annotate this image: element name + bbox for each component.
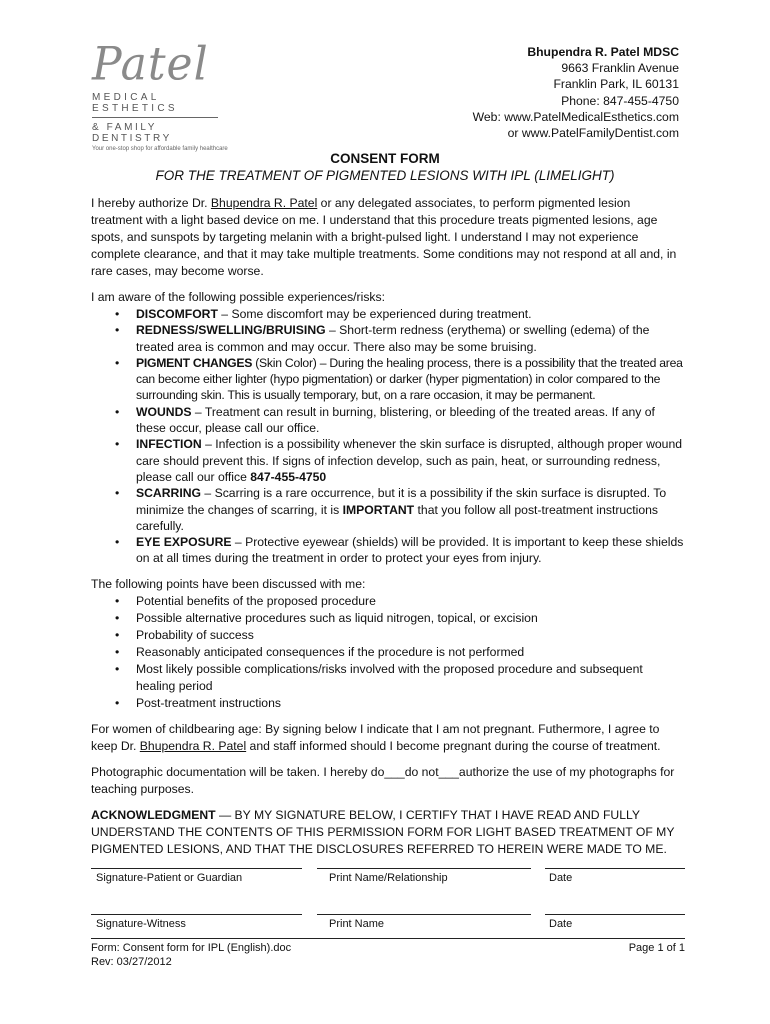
clinic-logo — [92, 37, 242, 152]
intro-paragraph: I hereby authorize Dr. Bhupendra R. Patel or any delegated associates, to perform pigmented lesion treatment with a light based device on me. I understand that this procedure treats pigmented lesions, age spots, and sunspots by targeting melanin with a bright-pulsed light. I understand I may not experience complete clearance, and that it may take multiple treatments. Some conditions may not respond at all and, in rare cases, may become worse. — [91, 196, 677, 278]
bullet: • — [115, 593, 120, 608]
list-item: • Probability of success — [115, 627, 254, 642]
logo-divider — [92, 117, 218, 118]
form-title: CONSENT FORM — [330, 151, 440, 166]
list-item: • WOUNDS – Treatment can result in burning, blistering, or bleeding of the treated areas. If any of these occur, please call our office. — [115, 404, 655, 436]
bullet: • — [115, 486, 120, 501]
print-name-line[interactable] — [317, 868, 531, 869]
bullet: • — [115, 355, 120, 370]
website-link-alt[interactable]: or www.PatelFamilyDentist.com — [507, 126, 679, 141]
signature-line-witness[interactable] — [91, 914, 302, 915]
bullet: • — [115, 610, 120, 625]
list-item: • PIGMENT CHANGES (Skin Color) – During the healing process, there is a possibility that the treated area can become either lighter (hypo pigmentation) or darker (hyper pigmentation) in color compared to the surrounding skin. This is usually temporary, but, on a rare occasion, it may be permanent. — [115, 355, 683, 403]
signature-witness-label: Signature-Witness — [96, 918, 186, 930]
list-item: • Reasonably anticipated consequences if the procedure is not performed — [115, 644, 525, 659]
list-item: • REDNESS/SWELLING/BRUISING – Short-term redness (erythema) or swelling (edema) of the treated area is common and may occur. There also may be some bruising. — [115, 323, 650, 354]
acknowledgment-paragraph: ACKNOWLEDGMENT — BY MY SIGNATURE BELOW, I CERTIFY THAT I HAVE READ AND FULLY UNDERSTAND THE CONTENTS OF THIS PERMISSION FORM FOR LIGHT BASED TREATMENT OF MY PIGMENTED LESIONS, AND THAT THE DISCLOSURES REFERRED TO HEREIN WERE MADE TO ME. — [91, 807, 675, 856]
form-body — [91, 195, 685, 867]
points-intro: The following points have been discussed with me: — [91, 576, 366, 591]
bullet: • — [115, 627, 120, 642]
date-line[interactable] — [545, 868, 685, 869]
signature-patient-label: Signature-Patient or Guardian — [96, 872, 243, 884]
website-link[interactable]: Web: www.PatelMedicalEsthetics.com — [472, 109, 679, 124]
street-address: 9663 Franklin Avenue — [561, 61, 679, 76]
page-footer — [91, 938, 685, 969]
city-address: Franklin Park, IL 60131 — [553, 77, 679, 92]
form-subtitle: FOR THE TREATMENT OF PIGMENTED LESIONS WITH IPL (LIMELIGHT) — [155, 168, 615, 183]
bullet: • — [115, 695, 120, 710]
list-item: • Most likely possible complications/risks involved with the proposed procedure and subsequent healing period — [115, 661, 643, 693]
page-number: Page 1 of 1 — [628, 942, 685, 954]
bullet: • — [115, 437, 120, 452]
discussed-points-list — [91, 593, 685, 712]
logo-line-family-dentistry: & FAMILY DENTISTRY — [92, 122, 172, 144]
date-label: Date — [549, 872, 573, 884]
risks-intro: I am aware of the following possible experiences/risks: — [91, 290, 385, 304]
pregnancy-paragraph: For women of childbearing age: By signing below I indicate that I am not pregnant. Futhermore, I agree to keep Dr. Bhupendra R. Patel and staff informed should I become pregnant during the course of treatment. — [91, 721, 661, 753]
list-item: • Post-treatment instructions — [115, 695, 281, 710]
date-line-witness[interactable] — [545, 914, 685, 915]
form-filename: Form: Consent form for IPL (English).doc — [91, 942, 292, 954]
doctor-name-underlined: Bhupendra R. Patel — [139, 738, 247, 753]
bullet: • — [115, 535, 120, 550]
list-item: • DISCOMFORT – Some discomfort may be experienced during treatment. — [115, 307, 532, 321]
risks-list — [91, 306, 685, 567]
logo-script-text: Patel — [92, 37, 209, 92]
contact-block — [473, 44, 679, 141]
acknowledgment-label: ACKNOWLEDGMENT — [91, 807, 216, 822]
title-block — [0, 151, 770, 183]
footer-divider — [91, 938, 685, 939]
bullet: • — [115, 661, 120, 676]
list-item: • Potential benefits of the proposed procedure — [115, 593, 376, 608]
revision-date: Rev: 03/27/2012 — [91, 956, 172, 968]
logo-line-medical-esthetics: MEDICAL ESTHETICS — [92, 92, 178, 114]
print-name-line-witness[interactable] — [317, 914, 531, 915]
bullet: • — [115, 644, 120, 659]
list-item: • INFECTION – Infection is a possibility whenever the skin surface is disrupted, although proper wound care should prevent this. If signs of infection develop, such as pain, heat, or surrounding redness, please call our office 847-455-4750 — [115, 437, 683, 484]
doctor-name: Bhupendra R. Patel MDSC — [527, 45, 679, 59]
list-item: • EYE EXPOSURE – Protective eyewear (shields) will be provided. It is important to keep these shields on at all times during the treatment in order to protect your eyes from injury. — [115, 535, 684, 566]
bullet: • — [115, 404, 120, 419]
print-name-label: Print Name — [329, 918, 385, 930]
date-label-witness: Date — [549, 918, 573, 930]
bullet: • — [115, 307, 120, 321]
signature-line-patient[interactable] — [91, 868, 302, 869]
list-item: • SCARRING – Scarring is a rare occurrence, but it is a possibility if the skin surface is disrupted. To minimize the changes of scarring, it is IMPORTANT that you follow all post-treatment instructions carefully. — [115, 486, 667, 533]
list-item: • Possible alternative procedures such as liquid nitrogen, topical, or excision — [115, 610, 538, 625]
logo-tagline: Your one-stop shop for affordable family healthcare — [92, 146, 228, 152]
doctor-name-underlined: Bhupendra R. Patel — [210, 196, 318, 210]
print-name-relationship-label: Print Name/Relationship — [329, 872, 448, 884]
photo-consent-paragraph: Photographic documentation will be taken. I hereby do___do not___authorize the use of my photographs for teaching purposes. — [91, 764, 675, 796]
bullet: • — [115, 323, 120, 338]
phone-number: Phone: 847-455-4750 — [561, 93, 679, 108]
